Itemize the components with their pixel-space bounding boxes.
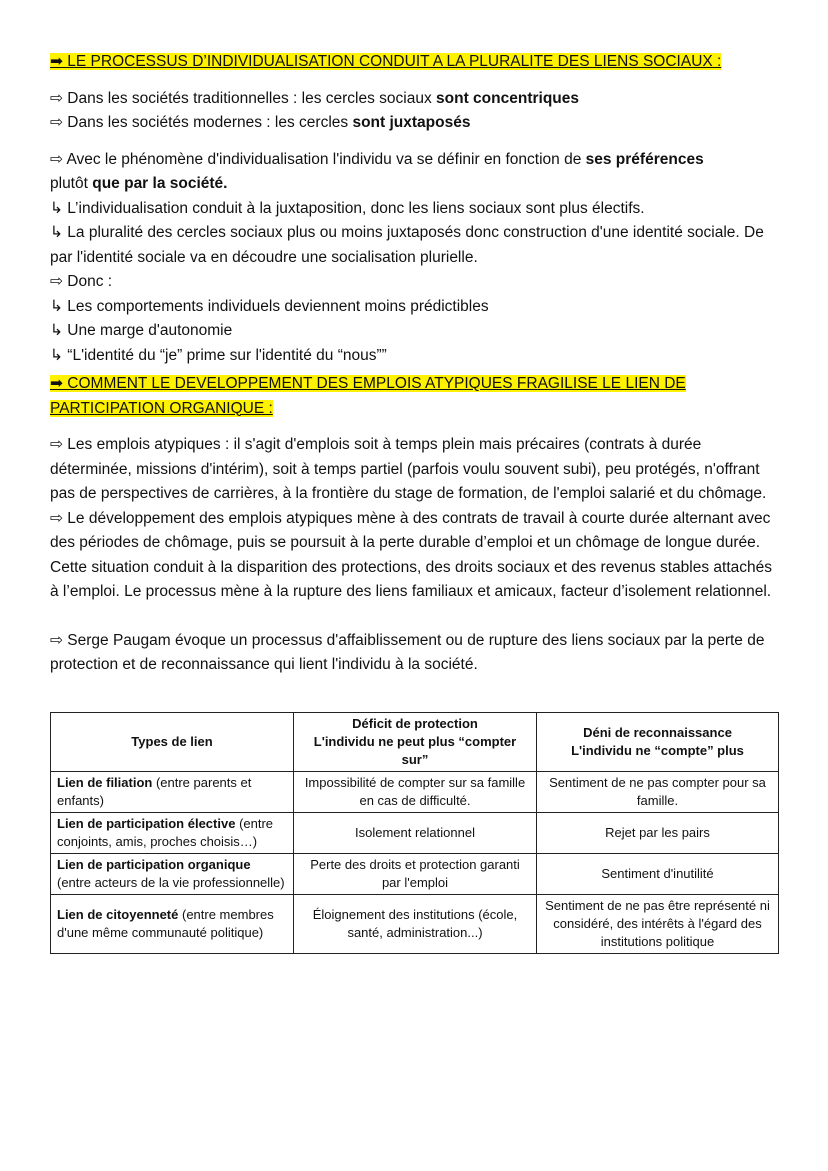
section-heading-atypical-jobs: ➡ COMMENT LE DEVELOPPEMENT DES EMPLOIS ATYPIQUES FRAGILISE LE LIEN DE PARTICIPATION ORGANIQUE :	[50, 375, 686, 417]
atypical-jobs-paragraph: ⇨ Les emplois atypiques : il s'agit d'emplois soit à temps plein mais précaires (contrats à durée déterminée, missions d'intérim), soit à temps partiel (parfois voulu souvent subi), peu protégés, n'offrant pas de perspectives de carrières, à la frontière du stage de formation, de l'emploi salarié et du chômage.	[50, 436, 767, 502]
row-protection: Éloignement des institutions (école, santé, administration...)	[294, 894, 537, 953]
header-recognition: Déni de reconnaissance L'individu ne “compte” plus	[537, 712, 779, 771]
table-row	[51, 894, 779, 953]
header-protection: Déficit de protection L'individu ne peut plus “compter sur”	[294, 712, 537, 771]
plurality-line: ↳ La pluralité des cercles sociaux plus ou moins juxtaposés donc construction d'une identité sociale. De par l'identité sociale va en découdre une socialisation plurielle.	[50, 224, 764, 266]
row-protection: Perte des droits et protection garanti par l'emploi	[294, 853, 537, 894]
row-type: Lien de citoyenneté (entre membres d'une même communauté politique)	[51, 894, 294, 953]
row-recognition: Sentiment de ne pas être représenté ni considéré, des intérêts à l'égard des institutions politique	[537, 894, 779, 953]
development-paragraph: ⇨ Le développement des emplois atypiques mène à des contrats de travail à courte durée alternant avec des périodes de chômage, puis se poursuit à la perte durable d’emploi et un chômage de longue durée. Cette situation conduit à la disparition des protections, des droits sociaux et des revenus stables attachés à l’emploi. Le processus mène à la rupture des liens familiaux et amicaux, facteur d’isolement relationnel.	[50, 509, 773, 600]
row-type: Lien de participation élective (entre conjoints, amis, proches choisis…)	[51, 812, 294, 853]
table-header-row	[51, 712, 779, 771]
donc-line: ⇨ Donc :	[50, 273, 113, 290]
header-types: Types de lien	[51, 712, 294, 771]
row-recognition: Sentiment d'inutilité	[537, 853, 779, 894]
row-recognition: Rejet par les pairs	[537, 812, 779, 853]
row-protection: Isolement relationnel	[294, 812, 537, 853]
paugam-paragraph: ⇨ Serge Paugam évoque un processus d'affaiblissement ou de rupture des liens sociaux par la perte de protection et de reconnaissance qui lient l'individu à la société.	[50, 631, 765, 673]
traditional-societies-line: ⇨ Dans les sociétés traditionnelles : les cercles sociaux sont concentriques	[50, 89, 579, 107]
row-recognition: Sentiment de ne pas compter pour sa famille.	[537, 771, 779, 812]
row-type: Lien de filiation (entre parents et enfants)	[51, 771, 294, 812]
identity-line: ↳ “L'identité du “je” prime sur l'identité du “nous””	[50, 346, 387, 364]
juxtaposition-line: ↳ L’individualisation conduit à la juxtaposition, donc les liens sociaux sont plus électifs.	[50, 199, 645, 217]
individualisation-paragraph: ⇨ Avec le phénomène d'individualisation l'individu va se définir en fonction de ses préférences plutôt que par la société.	[50, 150, 704, 192]
document-page	[50, 50, 780, 954]
autonomy-line: ↳ Une marge d'autonomie	[50, 322, 233, 339]
table-row	[51, 771, 779, 812]
table-row	[51, 812, 779, 853]
section-heading-individualisation: ➡ LE PROCESSUS D’INDIVIDUALISATION CONDUIT A LA PLURALITE DES LIENS SOCIAUX :	[50, 53, 722, 70]
predictability-line: ↳ Les comportements individuels deviennent moins prédictibles	[50, 297, 489, 315]
row-protection: Impossibilité de compter sur sa famille en cas de difficulté.	[294, 771, 537, 812]
table-row	[51, 853, 779, 894]
row-type: Lien de participation organique (entre acteurs de la vie professionnelle)	[51, 853, 294, 894]
modern-societies-line: ⇨ Dans les sociétés modernes : les cercles sont juxtaposés	[50, 114, 471, 131]
social-links-table	[50, 712, 779, 954]
